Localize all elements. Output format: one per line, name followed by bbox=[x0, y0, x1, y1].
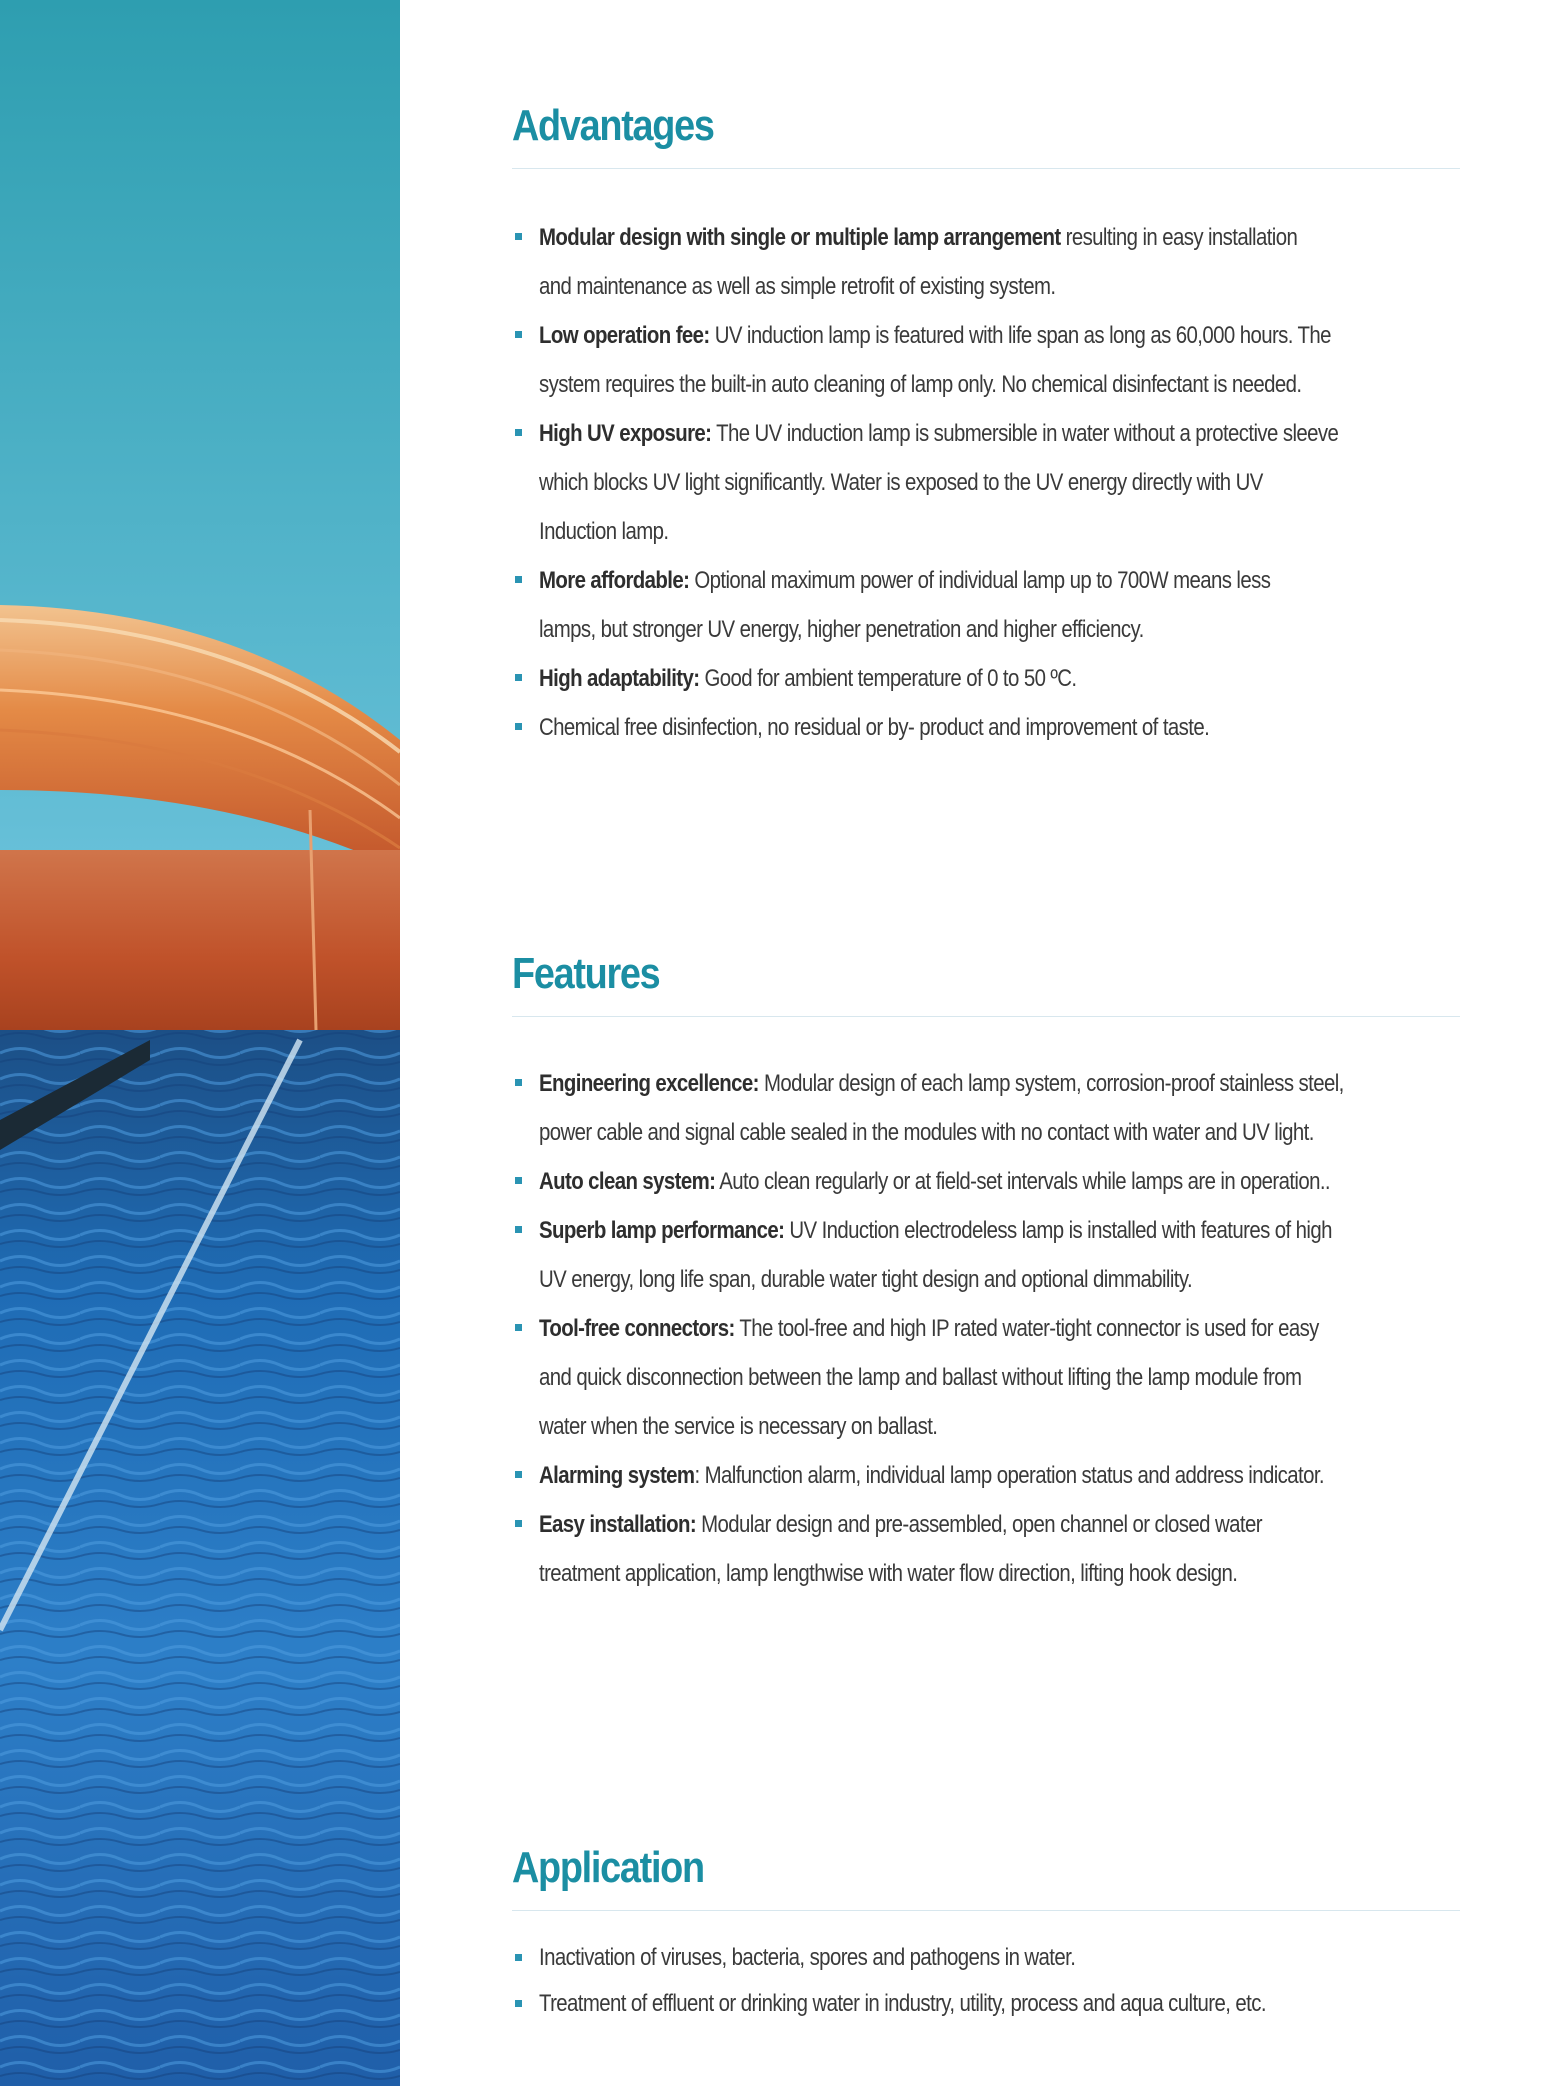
list-item: High UV exposure: The UV induction lamp is submersible in water without a protective sleeve bbox=[512, 409, 1460, 458]
list-item: Induction lamp. bbox=[539, 518, 669, 545]
bullet-square-icon bbox=[515, 674, 522, 681]
list-item: power cable and signal cable sealed in the modules with no contact with water and UV light. bbox=[539, 1119, 1314, 1146]
application-divider bbox=[512, 1910, 1460, 1911]
bullet-square-icon bbox=[515, 1079, 522, 1086]
list-item: treatment application, lamp lengthwise with water flow direction, lifting hook design. bbox=[539, 1560, 1238, 1587]
list-item: Inactivation of viruses, bacteria, spores and pathogens in water. bbox=[512, 1935, 1460, 1981]
bullet-square-icon bbox=[515, 1324, 522, 1331]
side-photo bbox=[0, 0, 400, 2086]
bullet-square-icon bbox=[515, 1471, 522, 1478]
advantages-section bbox=[512, 98, 1460, 752]
list-item: Engineering excellence: Modular design of each lamp system, corrosion-proof stainless steel, bbox=[512, 1059, 1460, 1108]
list-item: Tool-free connectors: The tool-free and high IP rated water-tight connector is used for easy bbox=[512, 1304, 1460, 1353]
bullet-square-icon bbox=[515, 723, 522, 730]
bullet-square-icon bbox=[515, 429, 522, 436]
list-item: Modular design with single or multiple lamp arrangement resulting in easy installation bbox=[512, 213, 1460, 262]
list-item: and maintenance as well as simple retrofit of existing system. bbox=[539, 273, 1056, 300]
bullet-square-icon bbox=[515, 576, 522, 583]
bullet-square-icon bbox=[515, 331, 522, 338]
advantages-title: Advantages bbox=[512, 101, 714, 150]
list-item: Superb lamp performance: UV Induction electrodeless lamp is installed with features of high bbox=[512, 1206, 1460, 1255]
application-section bbox=[512, 1840, 1460, 2027]
advantages-list bbox=[512, 213, 1460, 752]
bullet-square-icon bbox=[515, 2000, 522, 2007]
list-item: UV energy, long life span, durable water tight design and optional dimmability. bbox=[539, 1266, 1193, 1293]
bullet-square-icon bbox=[515, 1177, 522, 1184]
list-item: More affordable: Optional maximum power of individual lamp up to 700W means less bbox=[512, 556, 1460, 605]
application-title: Application bbox=[512, 1843, 704, 1892]
bullet-square-icon bbox=[515, 1226, 522, 1233]
list-item: High adaptability: Good for ambient temperature of 0 to 50 ºC. bbox=[512, 654, 1460, 703]
list-item: which blocks UV light significantly. Water is exposed to the UV energy directly with UV bbox=[539, 469, 1263, 496]
bullet-square-icon bbox=[515, 233, 522, 240]
list-item: lamps, but stronger UV energy, higher penetration and higher efficiency. bbox=[539, 616, 1144, 643]
list-item: Alarming system: Malfunction alarm, individual lamp operation status and address indicator. bbox=[512, 1451, 1460, 1500]
features-list bbox=[512, 1059, 1460, 1598]
list-item: Treatment of effluent or drinking water in industry, utility, process and aqua culture, etc. bbox=[512, 1981, 1460, 2027]
list-item: water when the service is necessary on ballast. bbox=[539, 1413, 938, 1440]
water-canopy-photo-icon bbox=[0, 0, 400, 2086]
list-item: Auto clean system: Auto clean regularly or at field-set intervals while lamps are in operation.. bbox=[512, 1157, 1460, 1206]
features-title: Features bbox=[512, 949, 660, 998]
list-item: system requires the built-in auto cleaning of lamp only. No chemical disinfectant is needed. bbox=[539, 371, 1302, 398]
bullet-square-icon bbox=[515, 1954, 522, 1961]
list-item: Easy installation: Modular design and pre-assembled, open channel or closed water bbox=[512, 1500, 1460, 1549]
features-divider bbox=[512, 1016, 1460, 1017]
bullet-square-icon bbox=[515, 1520, 522, 1527]
features-section bbox=[512, 946, 1460, 1598]
list-item: and quick disconnection between the lamp and ballast without lifting the lamp module from bbox=[539, 1364, 1302, 1391]
list-item: Chemical free disinfection, no residual or by- product and improvement of taste. bbox=[512, 703, 1460, 752]
list-item: Low operation fee: UV induction lamp is featured with life span as long as 60,000 hours. The bbox=[512, 311, 1460, 360]
advantages-divider bbox=[512, 168, 1460, 169]
application-list bbox=[512, 1935, 1460, 2027]
